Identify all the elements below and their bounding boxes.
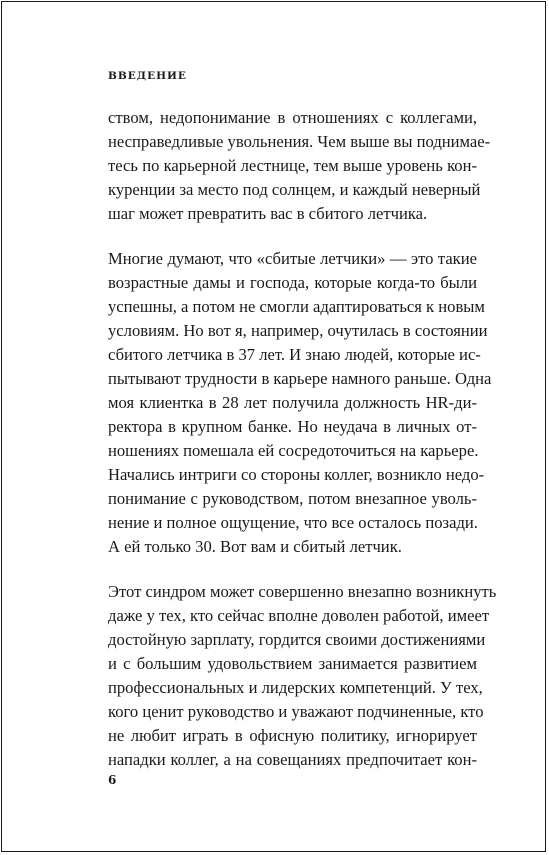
text-line: понимание с руководством, потом внезапное уволь- — [108, 489, 477, 508]
text-line: условиям. Но вот я, например, очутилась в состоянии — [108, 321, 488, 340]
text-line: тесь по карьерной лестнице, тем выше уровень кон- — [108, 156, 477, 175]
text-line: А ей только 30. Вот вам и сбитый летчик. — [108, 537, 402, 556]
text-line: шаг может превратить вас в сбитого летчика. — [108, 204, 428, 223]
text-line: нападки коллег, а на совещаниях предпочитает кон- — [108, 750, 477, 769]
book-page — [1, 1, 546, 852]
text-line: достойную зарплату, гордится своими достижениями — [108, 630, 486, 649]
text-line: Этот синдром может совершенно внезапно возникнуть — [108, 582, 497, 601]
paragraph-2 — [108, 247, 492, 559]
text-line: ношениях помешала ей сосредоточиться на карьере. — [108, 441, 479, 460]
text-line: кого ценит руководство и уважают подчиненные, кто — [108, 702, 484, 721]
text-line: несправедливые увольнения. Чем выше вы поднимае- — [108, 132, 491, 151]
text-line: Многие думают, что «сбитые летчики» — это такие — [108, 249, 477, 268]
text-line: профессиональных и лидерских компетенций. У тех, — [108, 678, 483, 697]
text-line: возрастные дамы и господа, которые когда-то были — [108, 273, 477, 292]
text-line: ректора в крупном банке. Но неудача в личных от- — [108, 417, 477, 436]
text-line: куренции за место под солнцем, и каждый неверный — [108, 180, 481, 199]
text-line: сбитого летчика в 37 лет. И знаю людей, которые ис- — [108, 345, 481, 364]
text-line: нение и полное ощущение, что все осталось позади. — [108, 513, 478, 532]
paragraph-1 — [108, 106, 491, 226]
body-text — [108, 106, 497, 793]
text-line: Начались интриги со стороны коллег, возникло недо- — [108, 465, 485, 484]
text-line: не любит играть в офисную политику, игнорирует — [108, 726, 477, 745]
text-line: и с большим удовольствием занимается развитием — [108, 654, 477, 673]
text-line: успешны, а потом не смогли адаптироваться к новым — [108, 297, 485, 316]
page-number: 6 — [108, 773, 117, 787]
text-line: пытывают трудности в карьере намного раньше. Одна — [108, 369, 492, 388]
text-line: даже у тех, кто сейчас вполне доволен работой, имеет — [108, 606, 490, 625]
text-line: моя клиентка в 28 лет получила должность HR-ди- — [108, 393, 477, 412]
running-header: ВВЕДЕНИЕ — [108, 70, 187, 82]
paragraph-3 — [108, 580, 497, 772]
text-line: ством, недопонимание в отношениях с коллегами, — [108, 108, 477, 127]
